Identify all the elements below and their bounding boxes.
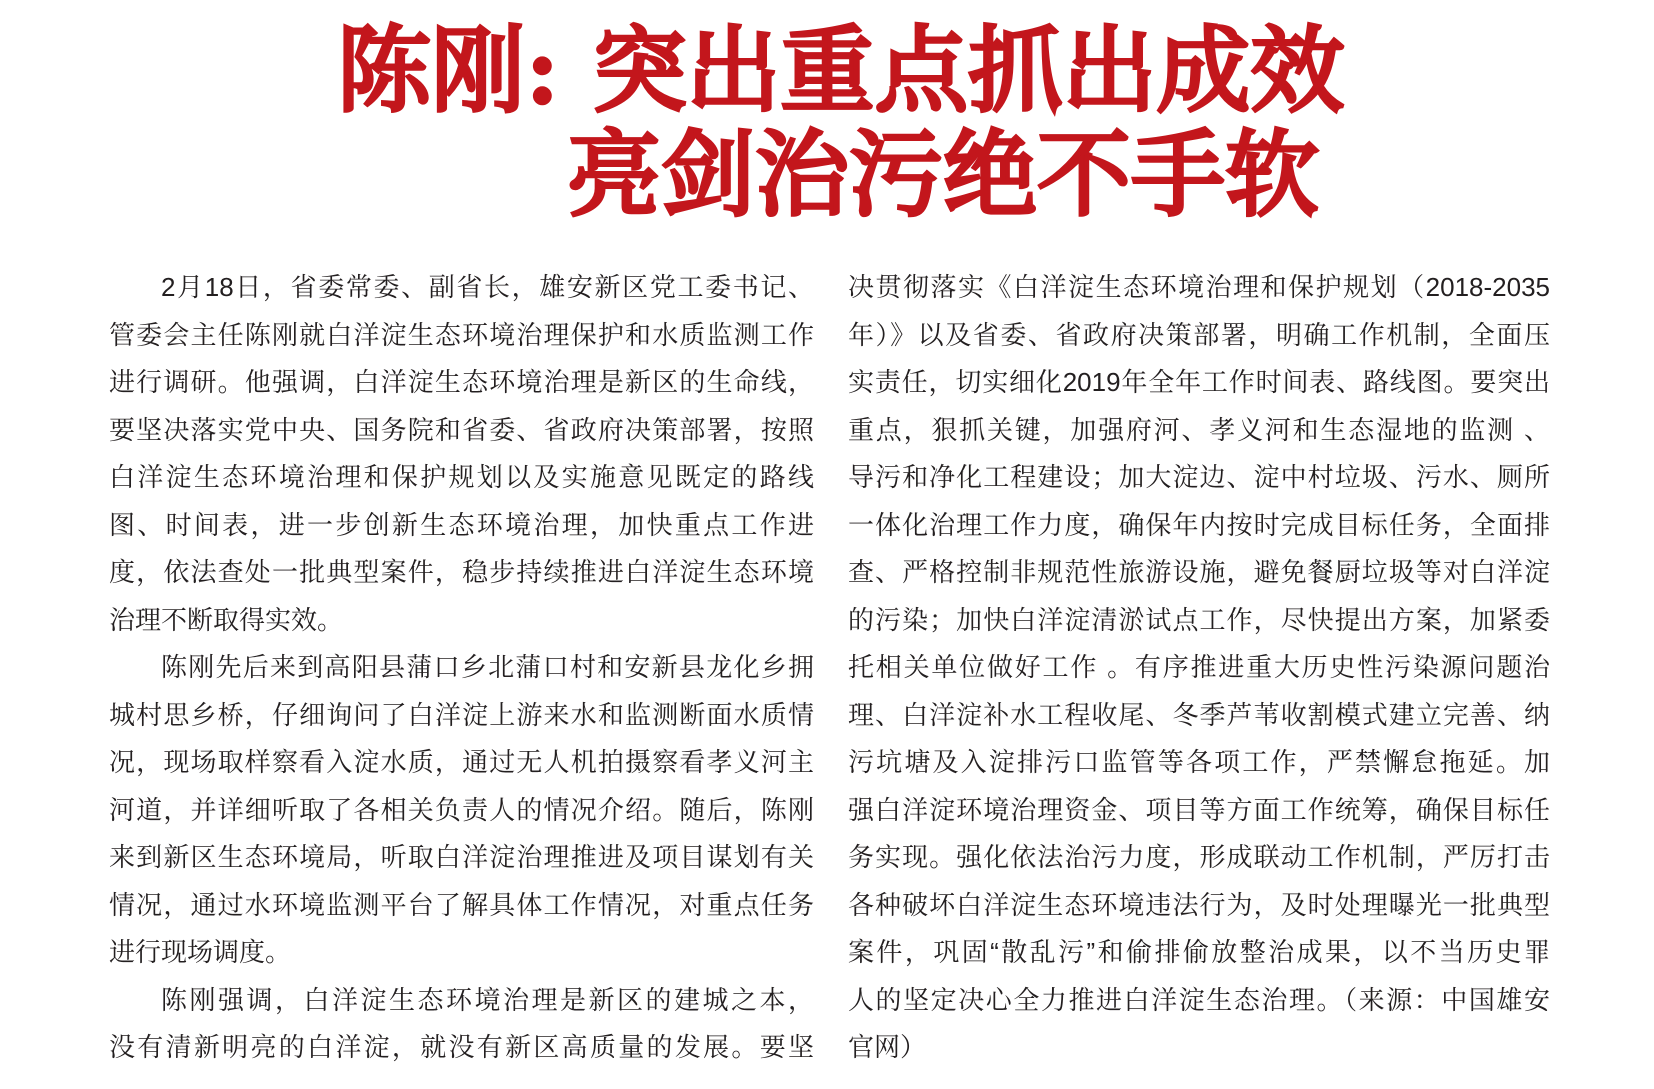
article-line: 导污和净化工程建设；加大淀边、淀中村垃圾、污水、厕所 — [848, 462, 1550, 492]
article-line: 实责任，切实细化2019年全年工作时间表、路线图。要突出 — [848, 367, 1550, 397]
article-line: 重点，狠抓关键，加强府河、孝义河和生态湿地的监测 、 — [848, 414, 1550, 445]
article-line: 托相关单位做好工作 。有序推进重大历史性污染源问题治 — [848, 652, 1550, 682]
article-line: 官网） — [848, 1032, 927, 1062]
article-line: 治理不断取得实效。 — [109, 604, 344, 635]
article-line: 强白洋淀环境治理资金、项目等方面工作统筹，确保目标任 — [848, 794, 1550, 825]
article-line: 进行现场调度。 — [109, 937, 292, 967]
article-line: 况，现场取样察看入淀水质，通过无人机拍摄察看孝义河主 — [109, 747, 814, 777]
article-line: 进行调研。他强调，白洋淀生态环境治理是新区的生命线， — [109, 367, 814, 397]
article-line: 各种破坏白洋淀生态环境违法行为，及时处理曝光一批典型 — [848, 889, 1550, 920]
article-line: 城村思乡桥，仔细询问了白洋淀上游来水和监测断面水质情 — [109, 699, 814, 730]
article-line: 没有清新明亮的白洋淀，就没有新区高质量的发展。要坚 — [109, 1032, 814, 1062]
headline-line-2: 亮剑治污绝不手软 — [567, 120, 1320, 230]
headline-line-1: 陈刚: 突出重点抓出成效 — [337, 16, 1345, 126]
article-line: 要坚决落实党中央、国务院和省委、省政府决策部署，按照 — [109, 414, 814, 445]
article-line: 管委会主任陈刚就白洋淀生态环境治理保护和水质监测工作 — [109, 319, 814, 350]
article-line: 案件，巩固“散乱污”和偷排偷放整治成果，以不当历史罪 — [848, 937, 1550, 967]
article-line: 陈刚强调，白洋淀生态环境治理是新区的建城之本， — [161, 984, 814, 1015]
article-line: 一体化治理工作力度，确保年内按时完成目标任务，全面排 — [848, 509, 1550, 540]
article-column-right — [848, 264, 1550, 1072]
article-line: 河道，并详细听取了各相关负责人的情况介绍。随后，陈刚 — [109, 794, 814, 825]
article-line: 白洋淀生态环境治理和保护规划以及实施意见既定的路线 — [109, 462, 814, 492]
article-line: 陈刚先后来到高阳县蒲口乡北蒲口村和安新县龙化乡拥 — [161, 652, 814, 682]
article-line: 理、白洋淀补水工程收尾、冬季芦苇收割模式建立完善、纳 — [848, 699, 1550, 730]
article-line: 情况，通过水环境监测平台了解具体工作情况，对重点任务 — [109, 889, 814, 920]
article-line: 度，依法查处一批典型案件，稳步持续推进白洋淀生态环境 — [109, 557, 814, 587]
article-line: 务实现。强化依法治污力度，形成联动工作机制，严厉打击 — [848, 842, 1550, 872]
article-column-left — [109, 264, 814, 1072]
article-line: 图、时间表，进一步创新生态环境治理，加快重点工作进 — [109, 509, 814, 540]
article-line: 的污染；加快白洋淀清淤试点工作，尽快提出方案，加紧委 — [848, 604, 1550, 635]
article-line: 2月18日，省委常委、副省长，雄安新区党工委书记、 — [161, 272, 814, 302]
article-line: 年）》以及省委、省政府决策部署，明确工作机制，全面压 — [848, 319, 1550, 350]
article-line: 人的坚定决心全力推进白洋淀生态治理。（来源：中国雄安 — [848, 984, 1550, 1015]
article-line: 查、严格控制非规范性旅游设施，避免餐厨垃圾等对白洋淀 — [848, 557, 1550, 587]
article-line: 决贯彻落实《白洋淀生态环境治理和保护规划（2018-2035 — [848, 272, 1550, 302]
article-line: 来到新区生态环境局，听取白洋淀治理推进及项目谋划有关 — [109, 842, 814, 872]
article-line: 污坑塘及入淀排污口监管等各项工作，严禁懈怠拖延。加 — [848, 747, 1550, 777]
